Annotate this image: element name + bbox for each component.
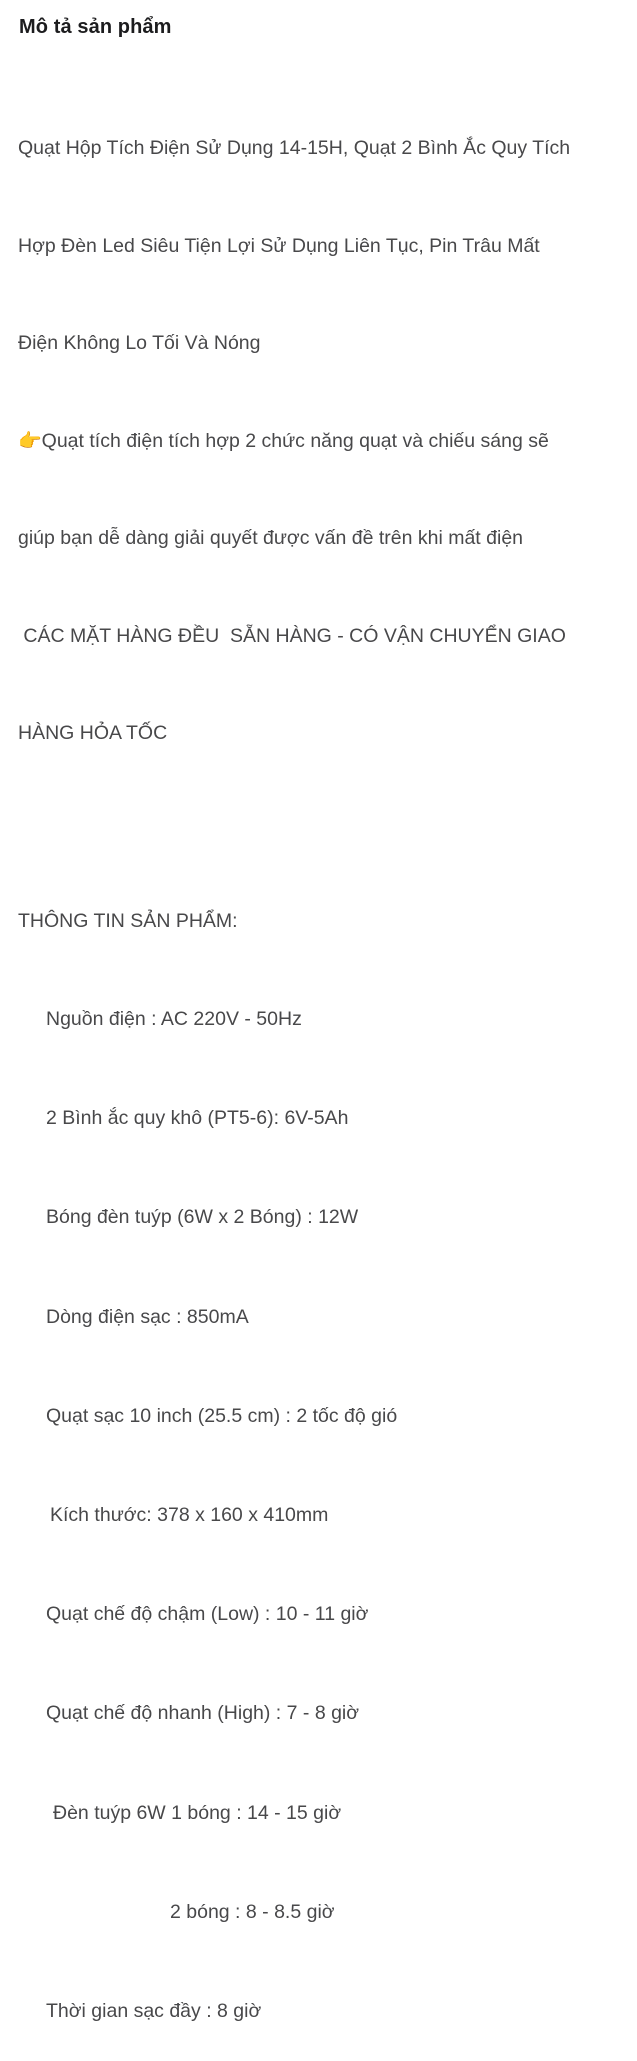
description-line: Quạt Hộp Tích Điện Sử Dụng 14-15H, Quạt 2 Bình Ắc Quy Tích [18, 137, 571, 159]
description-line: Hợp Đèn Led Siêu Tiện Lợi Sử Dụng Liên Tục, Pin Trâu Mất [18, 234, 540, 257]
spec-item: Quạt sạc 10 inch (25.5 cm) : 2 tốc độ gió [46, 1404, 398, 1427]
spec-item: 2 Bình ắc quy khô (PT5-6): 6V-5Ah [46, 1107, 349, 1130]
pointing-hand-icon: 👉 [18, 429, 42, 452]
description-line: Điện Không Lo Tối Và Nóng [18, 332, 261, 354]
section-heading: Mô tả sản phẩm [19, 16, 172, 38]
pointer-text: Quạt tích điện tích hợp 2 chức năng quạt và chiếu sáng sẽ [41, 429, 549, 452]
description-line: giúp bạn dễ dàng giải quyết được vấn đề trên khi mất điện [18, 527, 524, 549]
pointer-line [18, 425, 623, 458]
stock-notice: CÁC MẶT HÀNG ĐỀU SẴN HÀNG - CÓ VẬN CHUYỂN GIAO [18, 624, 566, 647]
spec-item: Thời gian sạc đầy : 8 giờ [46, 1999, 262, 2022]
spec-item: Bóng đèn tuýp (6W x 2 Bóng) : 12W [46, 1206, 359, 1229]
product-description [18, 67, 623, 2061]
spec-item: Quạt chế độ nhanh (High) : 7 - 8 giờ [46, 1702, 360, 1725]
spec-item: Đèn tuýp 6W 1 bóng : 14 - 15 giờ [53, 1801, 342, 1824]
spec-item: Kích thước: 378 x 160 x 410mm [50, 1503, 329, 1526]
spec-item: Dòng điện sạc : 850mA [46, 1305, 249, 1328]
spacer [18, 815, 623, 840]
stock-notice: HÀNG HỎA TỐC [18, 722, 168, 744]
spec-item: Nguồn điện : AC 220V - 50Hz [46, 1008, 302, 1030]
spec-item: Quạt chế độ chậm (Low) : 10 - 11 giờ [46, 1603, 369, 1626]
specs-title: THÔNG TIN SẢN PHẨM: [18, 909, 238, 932]
spec-item: 2 bóng : 8 - 8.5 giờ [170, 1900, 335, 1923]
